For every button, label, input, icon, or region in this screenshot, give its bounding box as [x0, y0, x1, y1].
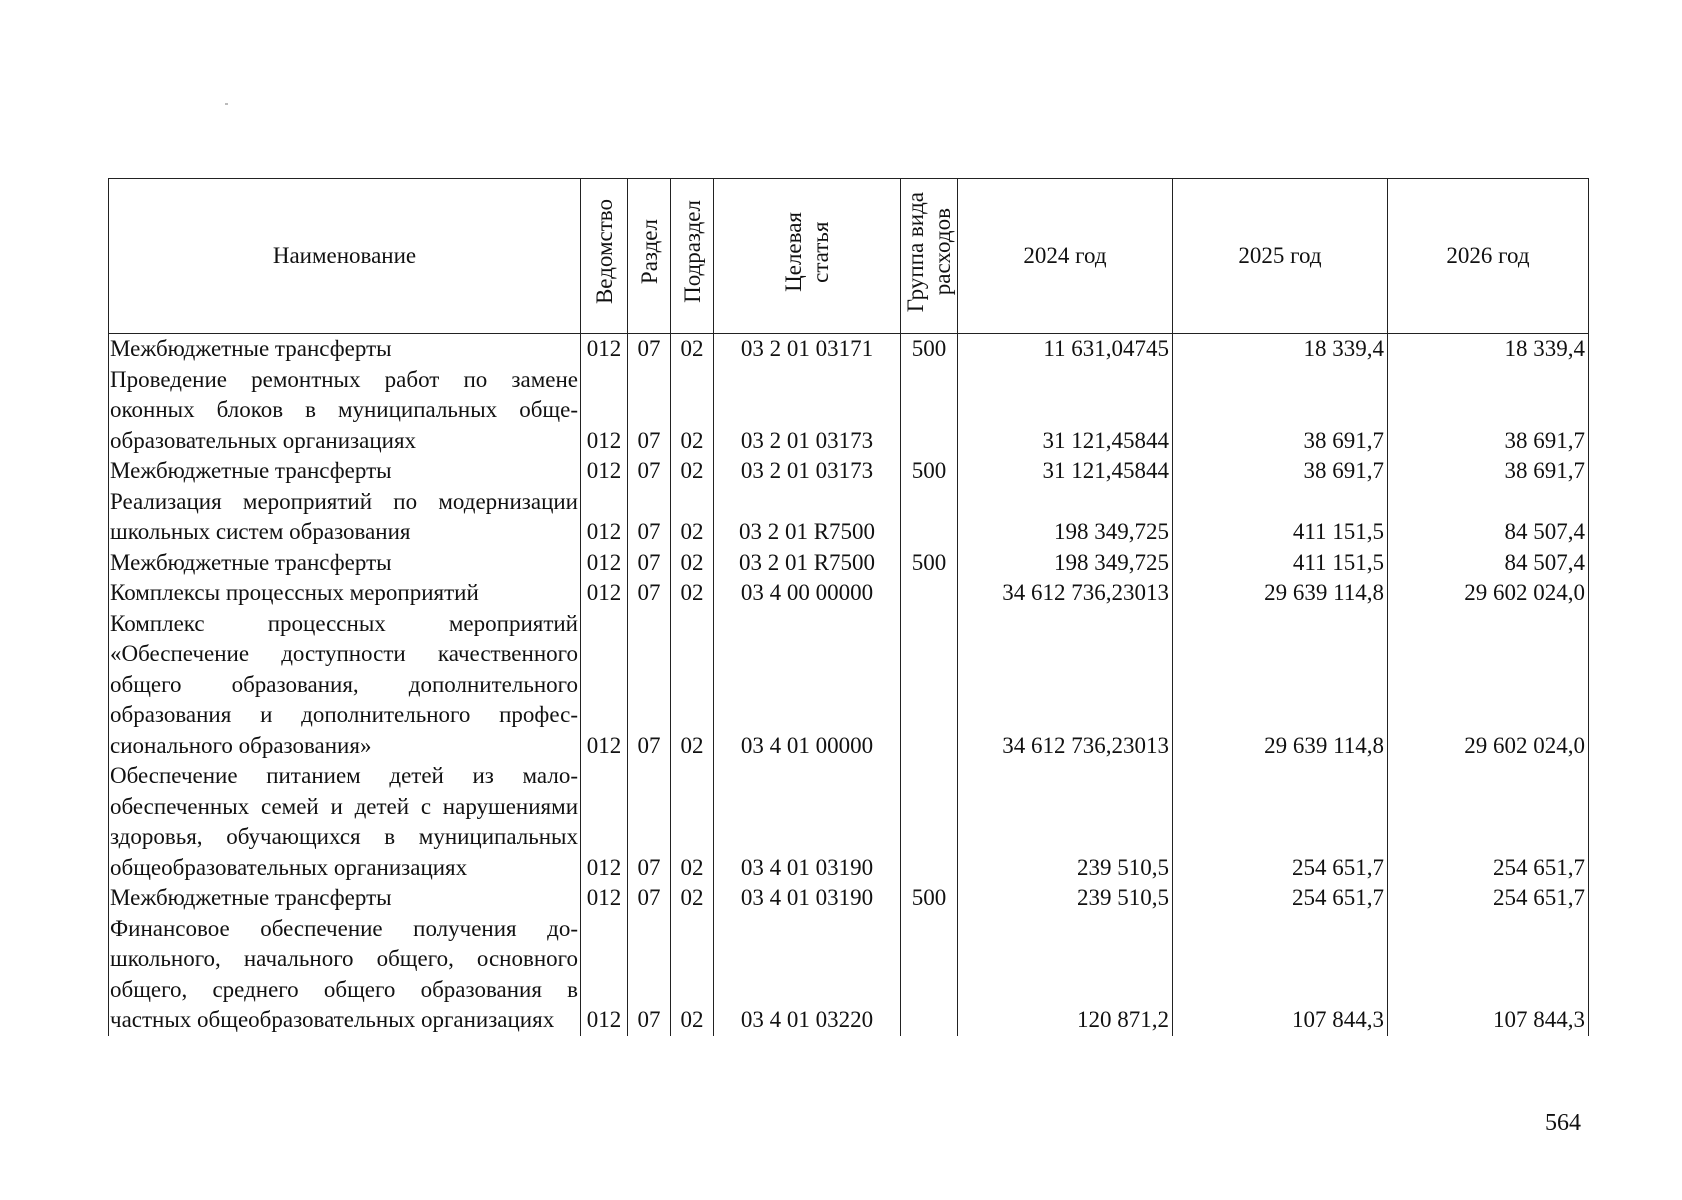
- table-row: [109, 365, 1589, 457]
- budget-table: [108, 178, 1589, 1036]
- cell-gruppa-vida: [901, 487, 958, 548]
- header-gruppa-line1: Группа вида: [903, 191, 928, 312]
- header-celevaya-statya: [714, 179, 901, 334]
- cell-gruppa-vida: [901, 578, 958, 609]
- cell-2025: 29 639 114,8: [1173, 609, 1388, 762]
- cell-razdel: 07: [628, 578, 671, 609]
- cell-name: Финансовое обеспечение получения дошкольного, начального общего, основного общего, среднего общего образования в частных общеобразовательных организациях: [109, 914, 581, 1036]
- cell-gruppa-vida: [901, 761, 958, 883]
- cell-2025: 38 691,7: [1173, 456, 1388, 487]
- cell-2025: 254 651,7: [1173, 883, 1388, 914]
- cell-vedomstvo: 012: [581, 456, 628, 487]
- cell-name: Проведение ремонтных работ по замене оконных блоков в муниципальных общеобразовательных организациях: [109, 365, 581, 457]
- cell-2026: 107 844,3: [1388, 914, 1589, 1036]
- cell-podrazdel: 02: [671, 456, 714, 487]
- cell-name: Обеспечение питанием детей из малообеспеченных семей и детей с нарушениями здоровья, обучающихся в муниципальных общеобразовательных организациях: [109, 761, 581, 883]
- cell-2026: 84 507,4: [1388, 487, 1589, 548]
- cell-celevaya-statya: 03 4 01 03190: [714, 883, 901, 914]
- cell-2026: 18 339,4: [1388, 334, 1589, 365]
- cell-gruppa-vida: [901, 365, 958, 457]
- cell-2026: 38 691,7: [1388, 365, 1589, 457]
- cell-2026: 254 651,7: [1388, 883, 1589, 914]
- cell-2025: 38 691,7: [1173, 365, 1388, 457]
- header-razdel: Раздел: [628, 179, 671, 334]
- cell-celevaya-statya: 03 2 01 03173: [714, 456, 901, 487]
- cell-2024: 34 612 736,23013: [958, 609, 1173, 762]
- cell-2024: 11 631,04745: [958, 334, 1173, 365]
- cell-vedomstvo: 012: [581, 761, 628, 883]
- cell-podrazdel: 02: [671, 883, 714, 914]
- cell-gruppa-vida: [901, 914, 958, 1036]
- cell-name: Комплексы процессных мероприятий: [109, 578, 581, 609]
- page-number: 564: [1545, 1110, 1581, 1136]
- header-2024: 2024 год: [958, 179, 1173, 334]
- cell-2024: 198 349,725: [958, 487, 1173, 548]
- cell-2024: 31 121,45844: [958, 456, 1173, 487]
- cell-razdel: 07: [628, 914, 671, 1036]
- cell-name: Межбюджетные трансферты: [109, 456, 581, 487]
- cell-vedomstvo: 012: [581, 548, 628, 579]
- table-row: [109, 487, 1589, 548]
- cell-2024: 239 510,5: [958, 761, 1173, 883]
- cell-razdel: 07: [628, 487, 671, 548]
- cell-2024: 34 612 736,23013: [958, 578, 1173, 609]
- header-gruppa-vida-rashodov: [901, 179, 958, 334]
- cell-celevaya-statya: 03 2 01 03171: [714, 334, 901, 365]
- cell-name: Межбюджетные трансферты: [109, 883, 581, 914]
- cell-2026: 38 691,7: [1388, 456, 1589, 487]
- table-header-row: [109, 179, 1589, 334]
- cell-podrazdel: 02: [671, 365, 714, 457]
- cell-2025: 411 151,5: [1173, 487, 1388, 548]
- cell-celevaya-statya: 03 4 01 03190: [714, 761, 901, 883]
- header-celevaya-line2: статья: [808, 221, 833, 283]
- header-celevaya-line1: Целевая: [781, 211, 806, 292]
- cell-celevaya-statya: 03 2 01 R7500: [714, 487, 901, 548]
- header-vedomstvo: Ведомство: [581, 179, 628, 334]
- cell-razdel: 07: [628, 761, 671, 883]
- cell-celevaya-statya: 03 2 01 R7500: [714, 548, 901, 579]
- table-row: [109, 578, 1589, 609]
- cell-razdel: 07: [628, 883, 671, 914]
- cell-gruppa-vida: 500: [901, 548, 958, 579]
- table-row: [109, 334, 1589, 365]
- cell-name: Комплекс процессных мероприятий «Обеспечение доступности качественного общего образования, дополнительного образования и дополнительного профессионального образования»: [109, 609, 581, 762]
- header-2025: 2025 год: [1173, 179, 1388, 334]
- cell-podrazdel: 02: [671, 761, 714, 883]
- cell-vedomstvo: 012: [581, 883, 628, 914]
- cell-2025: 411 151,5: [1173, 548, 1388, 579]
- cell-2026: 84 507,4: [1388, 548, 1589, 579]
- cell-podrazdel: 02: [671, 609, 714, 762]
- cell-2025: 254 651,7: [1173, 761, 1388, 883]
- scan-artifact: [225, 103, 228, 105]
- cell-name: Межбюджетные трансферты: [109, 334, 581, 365]
- cell-gruppa-vida: 500: [901, 456, 958, 487]
- cell-2026: 29 602 024,0: [1388, 609, 1589, 762]
- cell-gruppa-vida: 500: [901, 334, 958, 365]
- cell-vedomstvo: 012: [581, 914, 628, 1036]
- table-row: [109, 548, 1589, 579]
- cell-2026: 29 602 024,0: [1388, 578, 1589, 609]
- header-2026: 2026 год: [1388, 179, 1589, 334]
- cell-vedomstvo: 012: [581, 578, 628, 609]
- cell-razdel: 07: [628, 456, 671, 487]
- header-podrazdel: Подраздел: [671, 179, 714, 334]
- cell-2026: 254 651,7: [1388, 761, 1589, 883]
- cell-vedomstvo: 012: [581, 487, 628, 548]
- cell-celevaya-statya: 03 4 01 03220: [714, 914, 901, 1036]
- header-gruppa-line2: расходов: [930, 208, 955, 296]
- cell-razdel: 07: [628, 365, 671, 457]
- cell-podrazdel: 02: [671, 548, 714, 579]
- cell-2025: 29 639 114,8: [1173, 578, 1388, 609]
- cell-2024: 198 349,725: [958, 548, 1173, 579]
- cell-2024: 31 121,45844: [958, 365, 1173, 457]
- table-row: [109, 761, 1589, 883]
- cell-name: Межбюджетные трансферты: [109, 548, 581, 579]
- table-row: [109, 883, 1589, 914]
- cell-2025: 18 339,4: [1173, 334, 1388, 365]
- cell-gruppa-vida: 500: [901, 883, 958, 914]
- cell-razdel: 07: [628, 548, 671, 579]
- cell-podrazdel: 02: [671, 487, 714, 548]
- table-body: [109, 334, 1589, 1036]
- table-row: [109, 914, 1589, 1036]
- header-name: Наименование: [109, 179, 581, 334]
- cell-vedomstvo: 012: [581, 365, 628, 457]
- cell-2025: 107 844,3: [1173, 914, 1388, 1036]
- cell-vedomstvo: 012: [581, 334, 628, 365]
- table-row: [109, 609, 1589, 762]
- table-row: [109, 456, 1589, 487]
- cell-podrazdel: 02: [671, 578, 714, 609]
- cell-razdel: 07: [628, 334, 671, 365]
- cell-vedomstvo: 012: [581, 609, 628, 762]
- cell-2024: 120 871,2: [958, 914, 1173, 1036]
- cell-razdel: 07: [628, 609, 671, 762]
- cell-podrazdel: 02: [671, 914, 714, 1036]
- cell-celevaya-statya: 03 2 01 03173: [714, 365, 901, 457]
- cell-podrazdel: 02: [671, 334, 714, 365]
- cell-gruppa-vida: [901, 609, 958, 762]
- cell-celevaya-statya: 03 4 01 00000: [714, 609, 901, 762]
- cell-name: Реализация мероприятий по модернизации школьных систем образования: [109, 487, 581, 548]
- cell-celevaya-statya: 03 4 00 00000: [714, 578, 901, 609]
- cell-2024: 239 510,5: [958, 883, 1173, 914]
